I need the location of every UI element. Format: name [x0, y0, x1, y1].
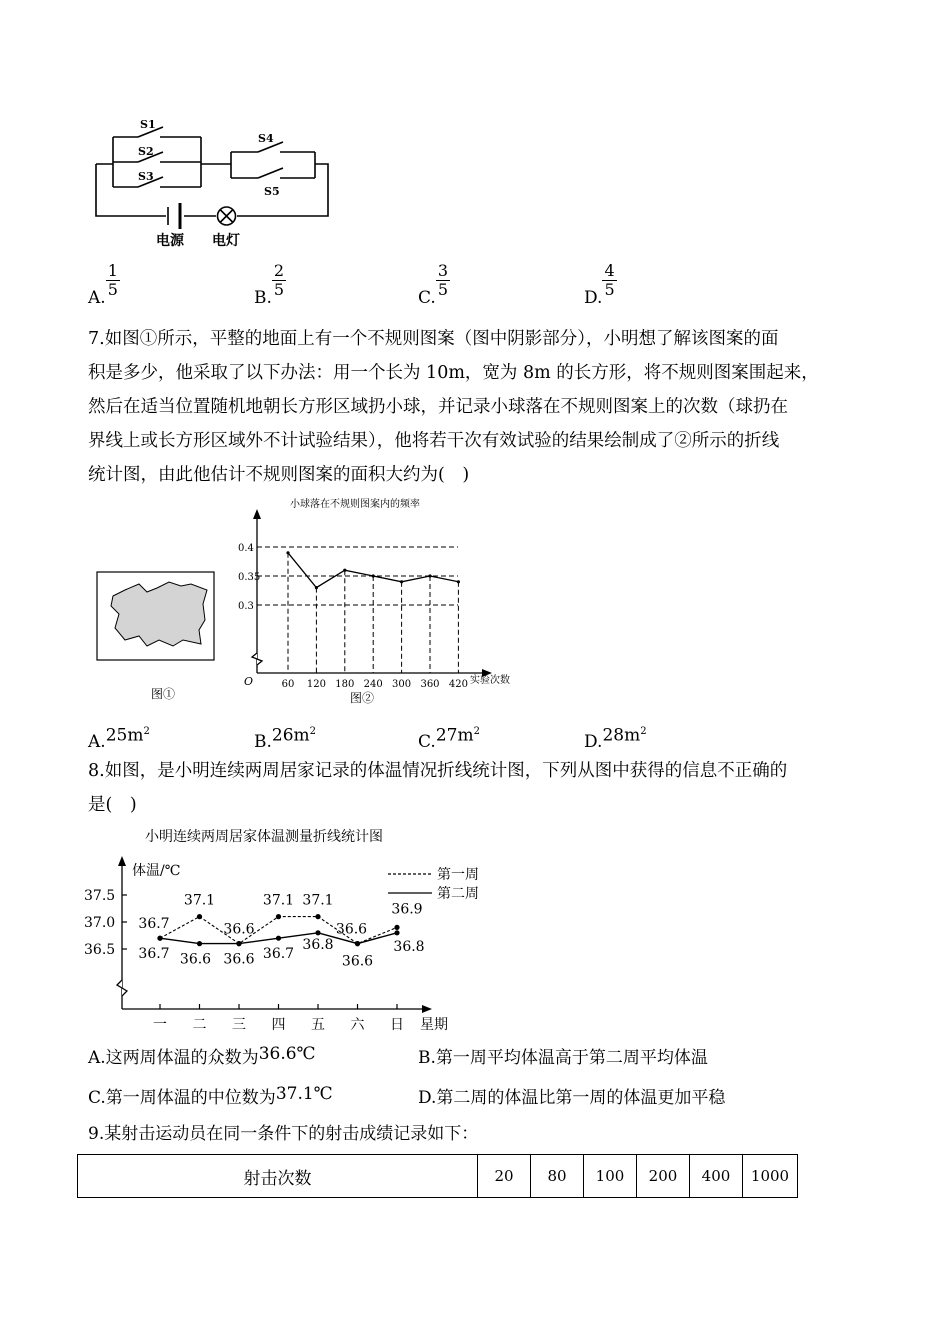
option-value: 25m	[105, 725, 144, 746]
week2-data-label: 36.6	[341, 953, 374, 970]
q7-option-c[interactable]	[418, 722, 480, 752]
data-point	[286, 551, 289, 554]
q8-line: 8.如图，是小明连续两周居家记录的体温情况折线统计图，下列从图中获得的信息不正确的	[88, 761, 788, 781]
week1-point	[276, 914, 281, 919]
q7-option-b[interactable]	[254, 722, 317, 752]
week2-data-label: 36.8	[393, 938, 425, 955]
week1-data-label: 37.1	[302, 892, 334, 909]
x-tick-label: 日	[390, 1017, 404, 1033]
week2-data-label: 36.7	[262, 946, 295, 963]
x-tick-label: 120	[306, 679, 326, 690]
data-point	[315, 586, 318, 589]
q7-line: 然后在适当位置随机地朝长方形区域扔小球，并记录小球落在不规则图案上的次数（球扔在	[88, 397, 788, 417]
x-tick-label: 二	[192, 1017, 207, 1033]
q9-question: 9.某射击运动员在同一条件下的射击成绩记录如下：	[88, 1124, 479, 1144]
frequency-line-chart	[230, 495, 530, 710]
option-sup: 2	[640, 726, 647, 737]
week1-data-label: 36.6	[223, 921, 255, 938]
option-sup: 2	[309, 726, 317, 737]
power-label: 电源	[156, 233, 184, 249]
week1-data-label: 37.1	[262, 892, 295, 909]
week1-data-label: 36.6	[335, 921, 368, 938]
fraction: $\frac{2}{5}$	[273, 261, 285, 299]
y-tick-label: 36.5	[84, 942, 116, 958]
data-point	[400, 580, 403, 583]
week2-point	[157, 936, 162, 941]
x-tick-label: 60	[281, 679, 295, 690]
week2-point	[276, 936, 281, 941]
legend-week1: 第一周	[437, 867, 479, 883]
week1-point	[315, 914, 320, 919]
origin-label: O	[244, 675, 254, 688]
q6-option-a[interactable]	[88, 261, 120, 308]
chart-title: 小球落在不规则图案内的频率	[290, 499, 420, 510]
week1-point	[197, 914, 202, 919]
x-tick-label: 一	[153, 1017, 167, 1033]
q7-question	[88, 322, 878, 492]
week1-point	[394, 925, 399, 930]
table-header-cell: 射击次数	[78, 1155, 478, 1198]
x-tick-label: 180	[335, 679, 355, 690]
table-cell: 80	[531, 1155, 584, 1198]
q6-option-d[interactable]	[584, 261, 617, 308]
y-tick-label: 0.35	[238, 572, 261, 583]
option-label: B.	[254, 731, 272, 752]
table-cell: 20	[478, 1155, 531, 1198]
data-point	[428, 574, 431, 577]
week2-point	[315, 930, 320, 935]
data-point	[457, 580, 460, 583]
lamp-label: 电灯	[212, 233, 240, 249]
legend-week2: 第二周	[437, 886, 479, 902]
week2-point	[355, 941, 360, 946]
q7-option-d[interactable]	[584, 722, 647, 752]
x-tick-label: 五	[311, 1017, 325, 1033]
week2-point	[394, 930, 399, 935]
q8-option-b[interactable]	[418, 1048, 708, 1068]
y-tick-label: 0.4	[238, 543, 254, 554]
week2-data-label: 36.7	[138, 946, 170, 963]
week2-point	[236, 941, 241, 946]
switch-s5-label: S5	[264, 185, 280, 198]
option-sup: 2	[473, 726, 480, 737]
week2-data-label: 36.6	[223, 951, 255, 968]
table-row	[78, 1155, 798, 1198]
x-tick-label: 240	[363, 679, 383, 690]
option-value: 27m	[435, 725, 474, 746]
series-line	[288, 553, 458, 588]
option-label: B.	[254, 288, 272, 308]
option-value: 28m	[602, 725, 641, 746]
option-label: D.第二周的体温比第一周的体温更加平稳	[418, 1088, 726, 1108]
q7-line: 界线上或长方形区域外不计试验结果），他将若干次有效试验的结果绘制成了②所示的折线	[88, 431, 780, 451]
option-label: D.	[584, 288, 603, 308]
week2-data-label: 36.6	[179, 951, 212, 968]
q8-question	[88, 754, 878, 822]
data-point	[372, 574, 375, 577]
q8-line: 是( )	[88, 795, 137, 815]
figure-1-irregular-pattern	[95, 570, 220, 705]
y-tick-label: 37.0	[84, 915, 116, 931]
q8-option-a[interactable]	[88, 1044, 316, 1068]
switch-s3-label: S3	[138, 170, 154, 183]
option-label: A.	[88, 731, 106, 752]
option-value: 36.6℃	[258, 1044, 316, 1064]
q7-line: 积是多少，他采取了以下办法：用一个长为 10m，宽为 8m 的长方形，将不规则图案围起来，	[88, 363, 819, 383]
q6-option-c[interactable]	[418, 261, 450, 308]
q8-option-c[interactable]	[88, 1084, 333, 1108]
chart-title: 小明连续两周居家体温测量折线统计图	[145, 829, 383, 845]
option-sup: 2	[143, 726, 150, 737]
x-tick-label: 三	[232, 1017, 246, 1033]
fraction: $\frac{1}{5}$	[107, 261, 118, 299]
x-tick-label: 300	[392, 679, 412, 690]
table-cell: 400	[690, 1155, 743, 1198]
x-tick-label: 四	[271, 1017, 286, 1033]
x-axis-label: 实验次数	[470, 675, 510, 686]
option-label: A.这两周体温的众数为	[88, 1048, 259, 1068]
week1-data-label: 36.7	[138, 916, 170, 933]
option-value: 26m	[271, 725, 310, 746]
option-label: C.	[418, 731, 436, 752]
temperature-line-chart	[80, 822, 500, 1037]
switch-s2-label: S2	[138, 145, 154, 158]
q7-line: 统计图，由此他估计不规则图案的面积大约为( )	[88, 465, 470, 485]
week2-point	[197, 941, 202, 946]
x-tick-label: 六	[350, 1017, 365, 1033]
fraction: $\frac{3}{5}$	[437, 261, 448, 299]
week1-data-label: 36.9	[391, 901, 423, 918]
table-cell: 100	[584, 1155, 637, 1198]
q7-option-a[interactable]	[88, 722, 150, 752]
y-tick-label: 37.5	[84, 888, 116, 904]
q8-option-d[interactable]	[418, 1088, 725, 1108]
option-value: 37.1℃	[275, 1084, 333, 1104]
week1-data-label: 37.1	[183, 892, 216, 909]
q7-line: 7.如图①所示，平整的地面上有一个不规则图案（图中阴影部分），小明想了解该图案的面	[88, 329, 779, 349]
table-cell: 1000	[743, 1155, 798, 1198]
fraction: $\frac{4}{5}$	[604, 261, 615, 299]
fig2-caption: 图②	[350, 691, 375, 705]
x-tick-label: 360	[420, 679, 440, 690]
switch-s4-label: S4	[258, 132, 274, 145]
option-label: D.	[584, 731, 603, 752]
y-tick-label: 0.3	[238, 601, 254, 612]
shooting-record-table	[77, 1154, 798, 1198]
switch-s1-label: S1	[140, 118, 156, 131]
week2-data-label: 36.8	[302, 936, 334, 953]
option-label: C.	[418, 288, 436, 308]
x-tick-label: 420	[448, 679, 468, 690]
y-axis-label: 体温/℃	[132, 863, 181, 879]
table-cell: 200	[637, 1155, 690, 1198]
q6-option-b[interactable]	[254, 261, 286, 308]
option-label: B.第一周平均体温高于第二周平均体温	[418, 1048, 708, 1068]
option-label: C.第一周体温的中位数为	[88, 1088, 276, 1108]
option-label: A.	[88, 288, 106, 308]
x-axis-label: 星期	[420, 1017, 448, 1033]
fig1-caption: 图①	[151, 687, 176, 701]
data-point	[343, 569, 346, 572]
circuit-diagram	[88, 115, 338, 255]
